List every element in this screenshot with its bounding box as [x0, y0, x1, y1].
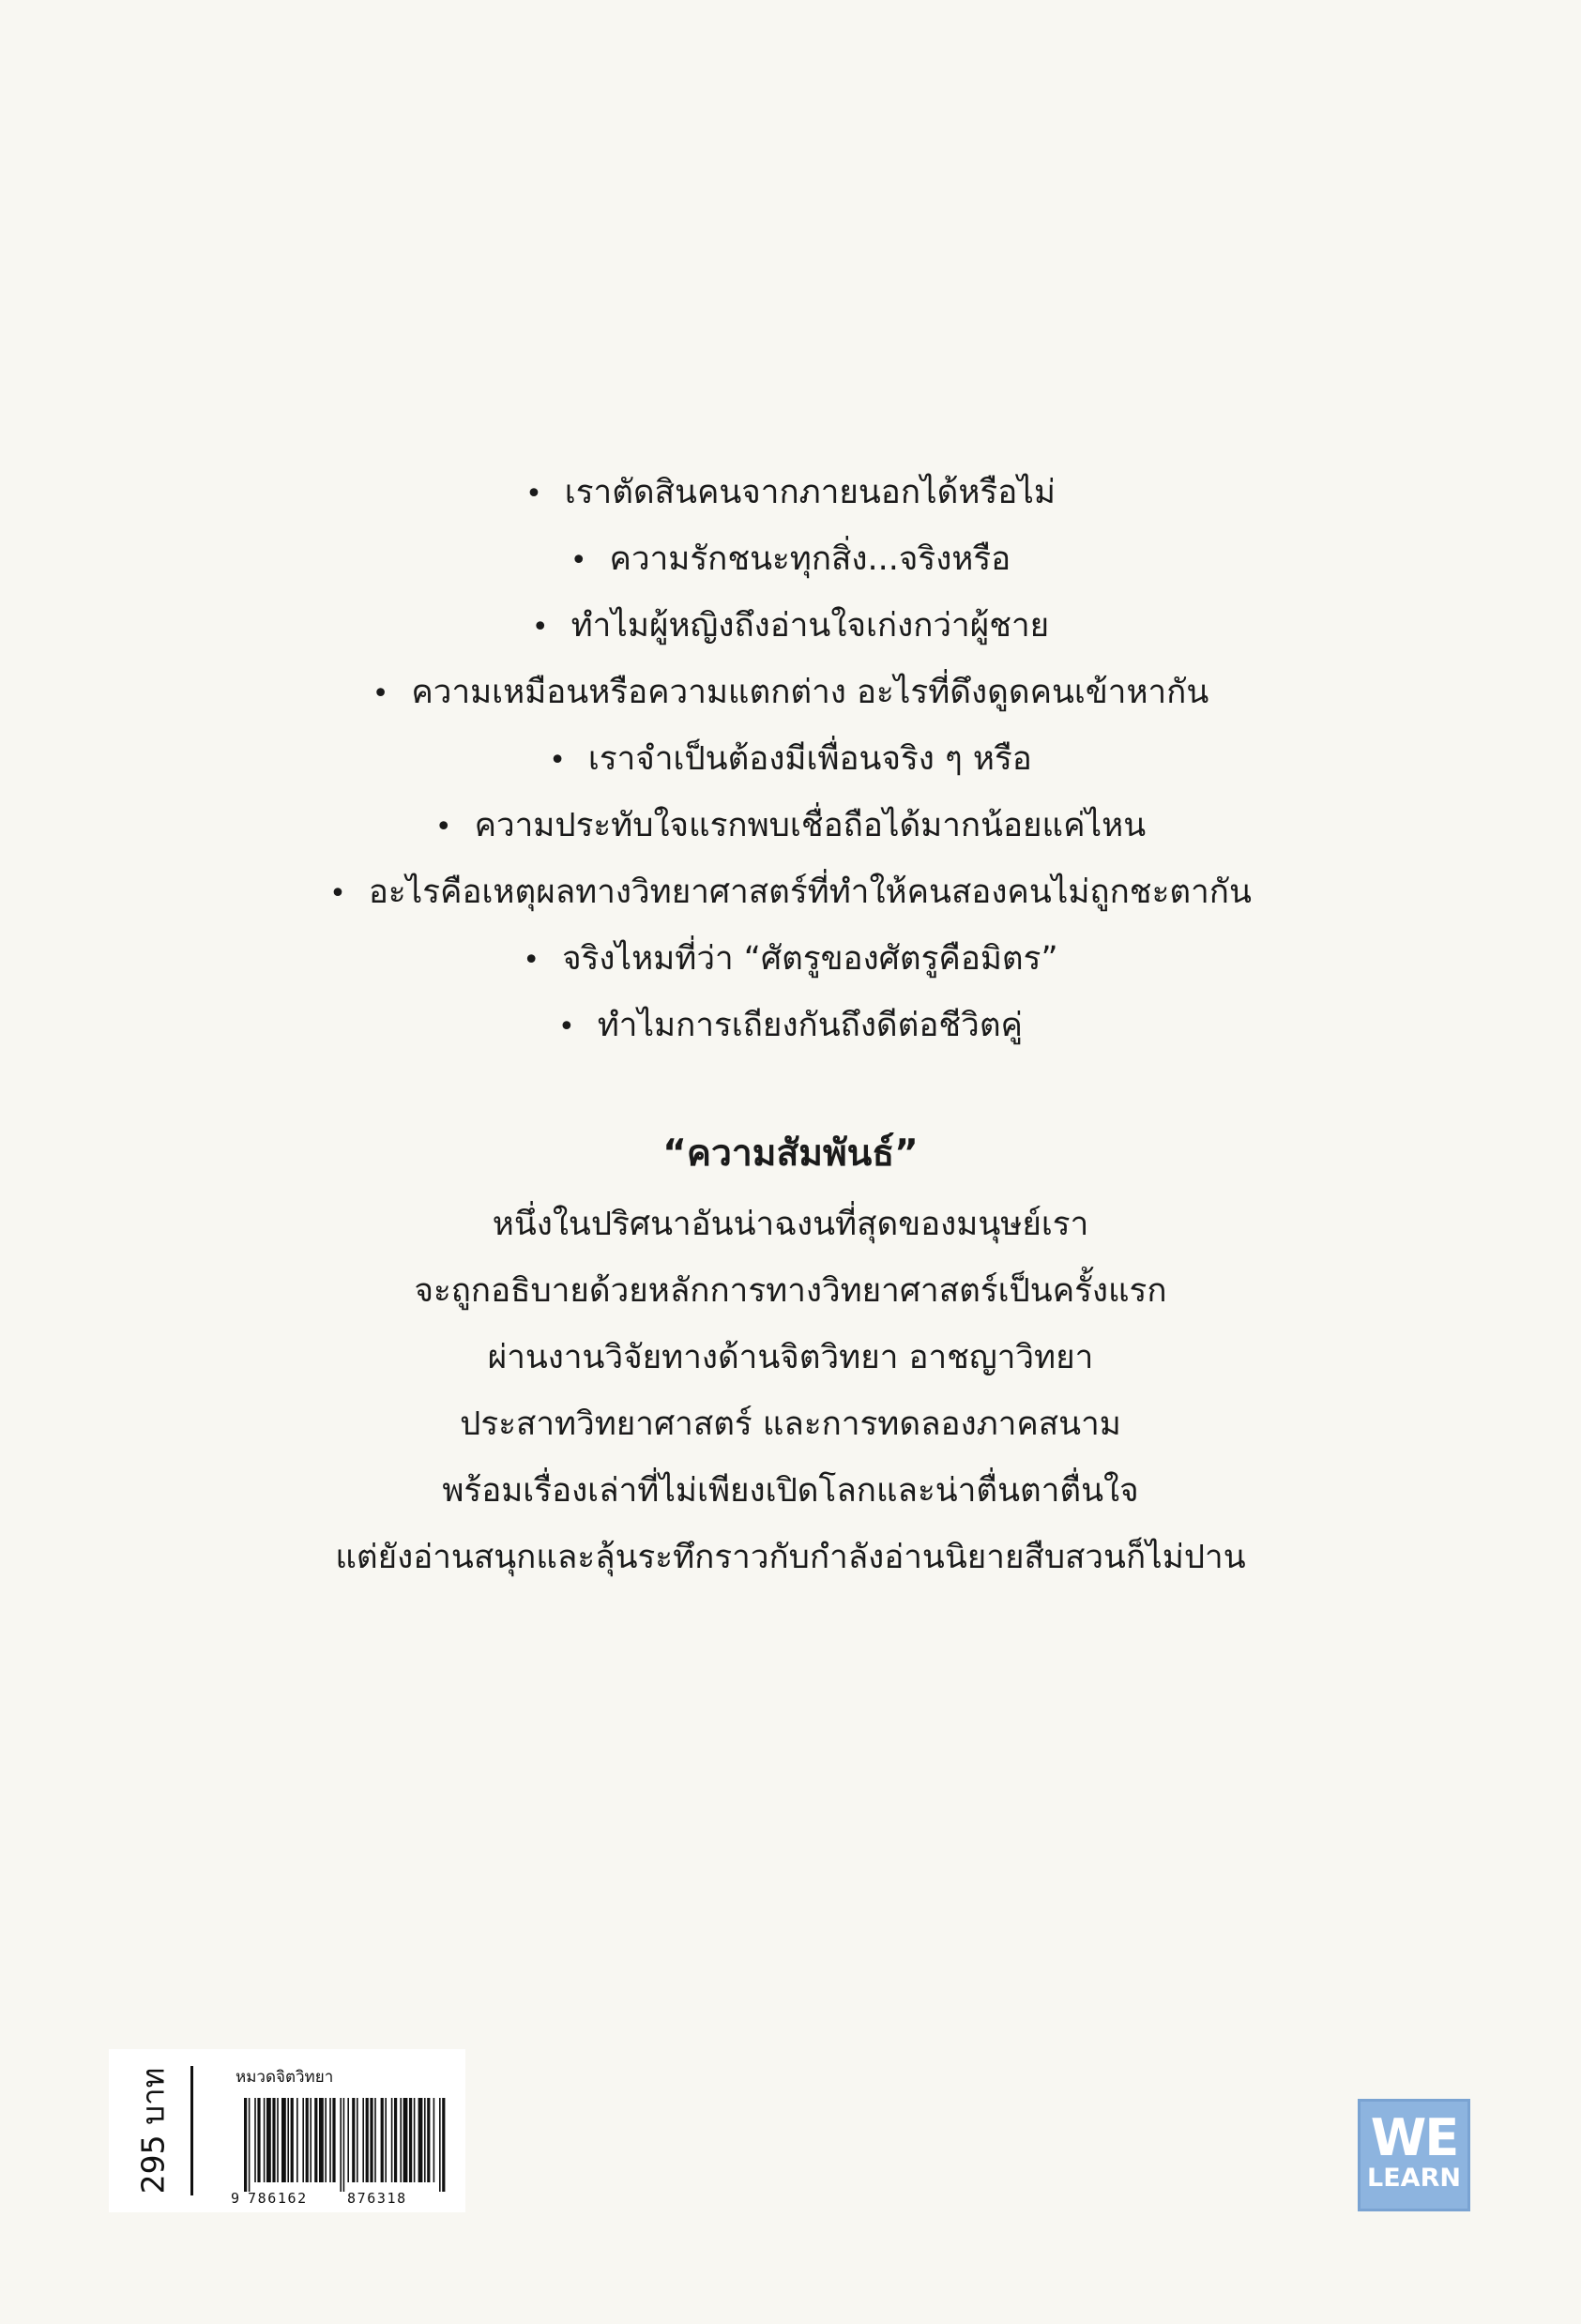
bullet-text: อะไรคือเหตุผลทางวิทยาศาสตร์ที่ทำให้คนสองคนไม่ถูกชะตากัน: [368, 873, 1252, 911]
isbn-left-group: 786162: [248, 2190, 308, 2207]
bullet-dot: •: [531, 611, 549, 644]
description-paragraph: [0, 1192, 1581, 1591]
bullet-text: จริงไหมที่ว่า “ศัตรูของศัตรูคือมิตร”: [562, 940, 1058, 978]
barcode-bar: [264, 2098, 266, 2182]
bullet-text: ความประทับใจแรกพบเชื่อถือได้มากน้อยแค่ไหน: [474, 807, 1147, 844]
logo-text-we: WE: [1370, 2108, 1458, 2167]
barcode-bar: [244, 2098, 247, 2192]
bullet-text: เราตัดสินคนจากภายนอกได้หรือไม่: [564, 474, 1056, 511]
bullet-item: [0, 859, 1581, 926]
barcode-bar: [302, 2098, 304, 2182]
barcode-bar: [272, 2098, 275, 2182]
barcode-bar: [296, 2098, 298, 2182]
bullet-dot: •: [329, 877, 346, 910]
bullet-item: [0, 593, 1581, 660]
barcode-bar: [427, 2098, 430, 2182]
barcode-bar: [362, 2098, 364, 2182]
bullet-dot: •: [549, 744, 566, 777]
barcode-bar: [400, 2098, 402, 2182]
barcode-bar: [357, 2098, 358, 2182]
bullet-item: [0, 993, 1581, 1059]
barcode-bar: [281, 2098, 286, 2182]
barcode-bar: [314, 2098, 317, 2182]
we-learn-logo: [1358, 2099, 1470, 2211]
bullet-text: ความเหมือนหรือความแตกต่าง อะไรที่ดึงดูดคนเข้าหากัน: [411, 674, 1209, 711]
barcode-bar: [394, 2098, 397, 2182]
barcode-bar: [325, 2098, 327, 2182]
bullet-dot: •: [570, 544, 587, 577]
barcode-bar: [277, 2098, 279, 2182]
barcode-bar: [287, 2098, 289, 2182]
bullet-text: ทำไมผู้หญิงถึงอ่านใจเก่งกว่าผู้ชาย: [570, 607, 1050, 645]
category-label: หมวดจิตวิทยา: [236, 2068, 334, 2087]
bullet-item: [0, 726, 1581, 793]
paragraph-line: ผ่านงานวิจัยทางด้านจิตวิทยา อาชญาวิทยา: [487, 1339, 1094, 1376]
barcode-bar: [343, 2098, 345, 2192]
barcode-bar: [366, 2098, 369, 2182]
barcode-bar: [403, 2098, 408, 2182]
paragraph-line: พร้อมเรื่องเล่าที่ไม่เพียงเปิดโลกและน่าตื่นตาตื่นใจ: [442, 1472, 1139, 1510]
barcode-bar: [439, 2098, 441, 2192]
bullet-item: [0, 793, 1581, 859]
bullet-list: [0, 460, 1581, 1059]
barcode-bar: [249, 2098, 251, 2192]
bullet-text: เราจำเป็นต้องมีเพื่อนจริง ๆ หรือ: [587, 740, 1032, 778]
barcode-bar: [424, 2098, 426, 2182]
barcode-panel: [109, 2049, 465, 2212]
bullet-item: [0, 526, 1581, 593]
bullet-text: ความรักชนะทุกสิ่ง...จริงหรือ: [609, 540, 1011, 578]
barcode-bar: [254, 2098, 256, 2182]
barcode-bar: [370, 2098, 372, 2182]
barcode-bar: [409, 2098, 412, 2182]
price-container: [129, 2058, 176, 2203]
barcode-bar: [414, 2098, 416, 2182]
barcode-bar: [291, 2098, 294, 2182]
bullet-item: [0, 660, 1581, 726]
barcode-bar: [332, 2098, 335, 2182]
bullet-dot: •: [525, 478, 542, 510]
barcode-bars: [244, 2098, 445, 2192]
isbn-first-digit: 9: [231, 2190, 240, 2207]
barcode-bar: [352, 2098, 355, 2182]
barcode-bar: [374, 2098, 376, 2182]
barcode-bar: [418, 2098, 423, 2182]
paragraph-line: ประสาทวิทยาศาสตร์ และการทดลองภาคสนาม: [460, 1405, 1121, 1443]
divider-line: [190, 2066, 193, 2195]
bullet-dot: •: [372, 677, 389, 710]
bullet-dot: •: [558, 1010, 575, 1043]
paragraph-line: จะถูกอธิบายด้วยหลักการทางวิทยาศาสตร์เป็นครั้งแรก: [414, 1272, 1167, 1310]
barcode-bar: [381, 2098, 384, 2182]
barcode-bar: [329, 2098, 331, 2182]
barcode-bar: [340, 2098, 342, 2192]
bullet-item: [0, 460, 1581, 526]
isbn-right-group: 876318: [347, 2190, 407, 2207]
barcode-bar: [306, 2098, 309, 2182]
paragraph-line: หนึ่งในปริศนาอันน่าฉงนที่สุดของมนุษย์เรา: [492, 1206, 1089, 1243]
barcode-bar: [433, 2098, 435, 2182]
bullet-item: [0, 926, 1581, 993]
barcode-bar: [347, 2098, 349, 2182]
section-heading: “ความสัมพันธ์”: [662, 1132, 919, 1175]
price-label: 295 บาท: [134, 2067, 172, 2195]
isbn-barcode: [225, 2094, 450, 2207]
bullet-text: ทำไมการเถียงกันถึงดีต่อชีวิตคู่: [597, 1007, 1023, 1044]
bullet-dot: •: [434, 811, 452, 843]
barcode-bar: [385, 2098, 387, 2182]
logo-text-learn: LEARN: [1367, 2164, 1461, 2193]
barcode-bar: [257, 2098, 260, 2182]
barcode-bar: [442, 2098, 445, 2192]
barcode-bar: [319, 2098, 324, 2182]
barcode-bar: [391, 2098, 393, 2182]
barcode-bar: [266, 2098, 271, 2182]
paragraph-line: แต่ยังอ่านสนุกและลุ้นระทึกราวกับกำลังอ่านนิยายสืบสวนก็ไม่ปาน: [335, 1539, 1246, 1576]
bullet-dot: •: [523, 944, 540, 977]
barcode-bar: [310, 2098, 312, 2182]
